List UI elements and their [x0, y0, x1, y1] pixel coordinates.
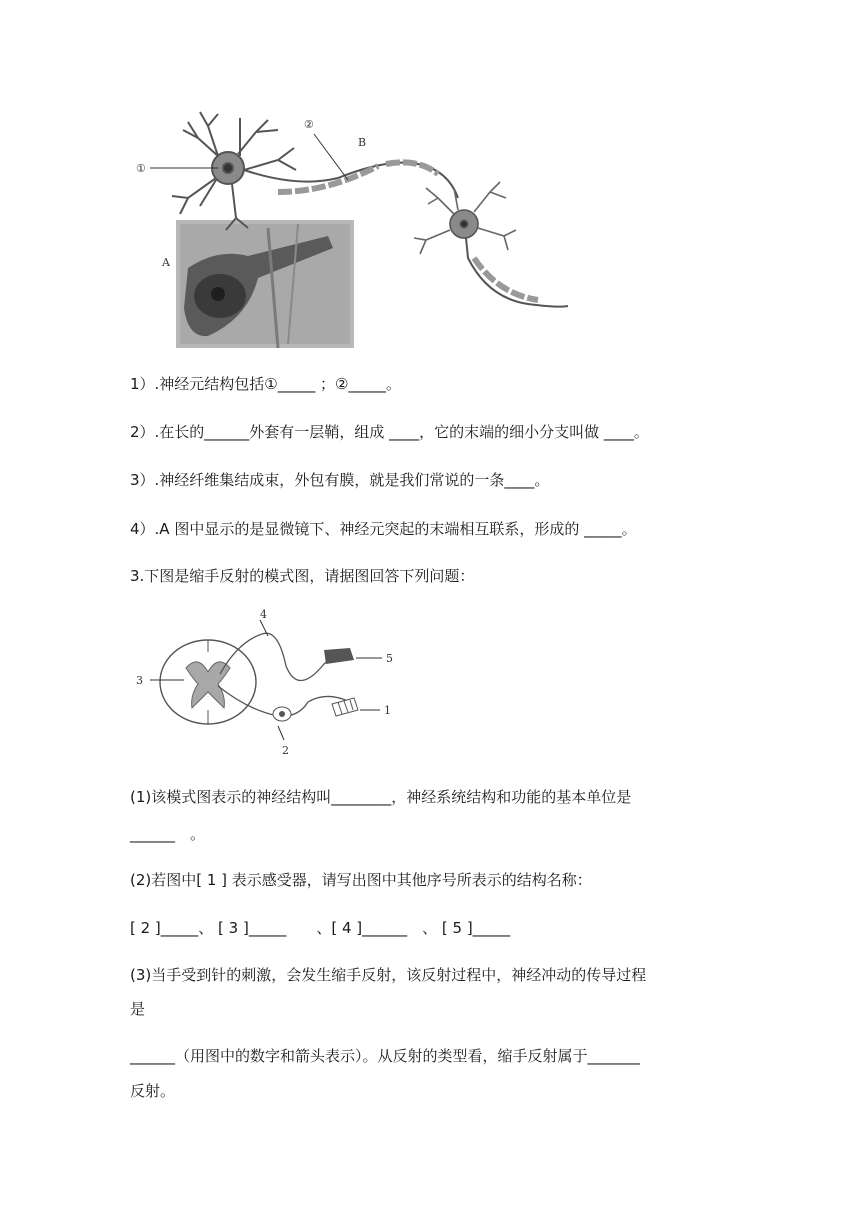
label-circ1: ① — [136, 162, 146, 175]
label-3: 3 — [136, 674, 143, 687]
label-2: 2 — [282, 744, 289, 757]
part-2-line-b: [ 2 ]_____、 [ 3 ]_____ 、[ 4 ]______ 、 [ 5 ]_____ — [130, 919, 511, 937]
part-3-line-d: 反射。 — [130, 1082, 176, 1100]
question-4: 4）.A 图中显示的是显微镜下、神经元突起的末端相互联系，形成的 _____。 — [130, 520, 637, 538]
label-circ2: ② — [304, 118, 314, 131]
part-2-line-a: (2)若图中[ 1 ] 表示感受器，请写出图中其他序号所表示的结构名称： — [130, 871, 592, 889]
receptor-1 — [332, 698, 358, 716]
part-3-line-c: ______（用图中的数字和箭头表示）。从反射的类型看，缩手反射属于_______ — [130, 1047, 641, 1065]
axon — [244, 162, 458, 198]
ganglion — [273, 707, 291, 721]
part-3-line-a: (3)当手受到针的刺激，会发生缩手反射，该反射过程中，神经冲动的传导过程 — [130, 966, 647, 984]
part-3-line-b: 是 — [130, 1000, 146, 1018]
question-1: 1）.神经元结构包括①_____ ；②_____。 — [130, 375, 401, 393]
section-3-intro: 3.下图是缩手反射的模式图，请据图回答下列问题： — [130, 567, 475, 585]
question-3: 3）.神经纤维集结成束，外包有膜，就是我们常说的一条____。 — [130, 471, 550, 489]
label-4: 4 — [260, 608, 267, 621]
reflex-arc-figure — [128, 606, 412, 762]
neuron-2 — [414, 182, 568, 307]
effector-5 — [324, 648, 354, 664]
neuron-figure — [128, 108, 576, 352]
label-5: 5 — [386, 652, 393, 665]
part-1-line-b: ______ 。 — [130, 825, 206, 843]
label-1: 1 — [384, 704, 391, 717]
micrograph-panel-a — [176, 220, 354, 348]
neuron-1 — [172, 112, 296, 230]
question-2: 2）.在长的______外套有一层鞘，组成 ____，它的末端的细小分支叫做 ____。 — [130, 423, 649, 441]
part-1-line-a: (1)该模式图表示的神经结构叫________，神经系统结构和功能的基本单位是 — [130, 788, 632, 806]
leader-line-2 — [314, 134, 348, 180]
label-a: A — [162, 256, 170, 269]
label-b: B — [358, 136, 367, 149]
spinal-cord-section — [160, 640, 256, 724]
